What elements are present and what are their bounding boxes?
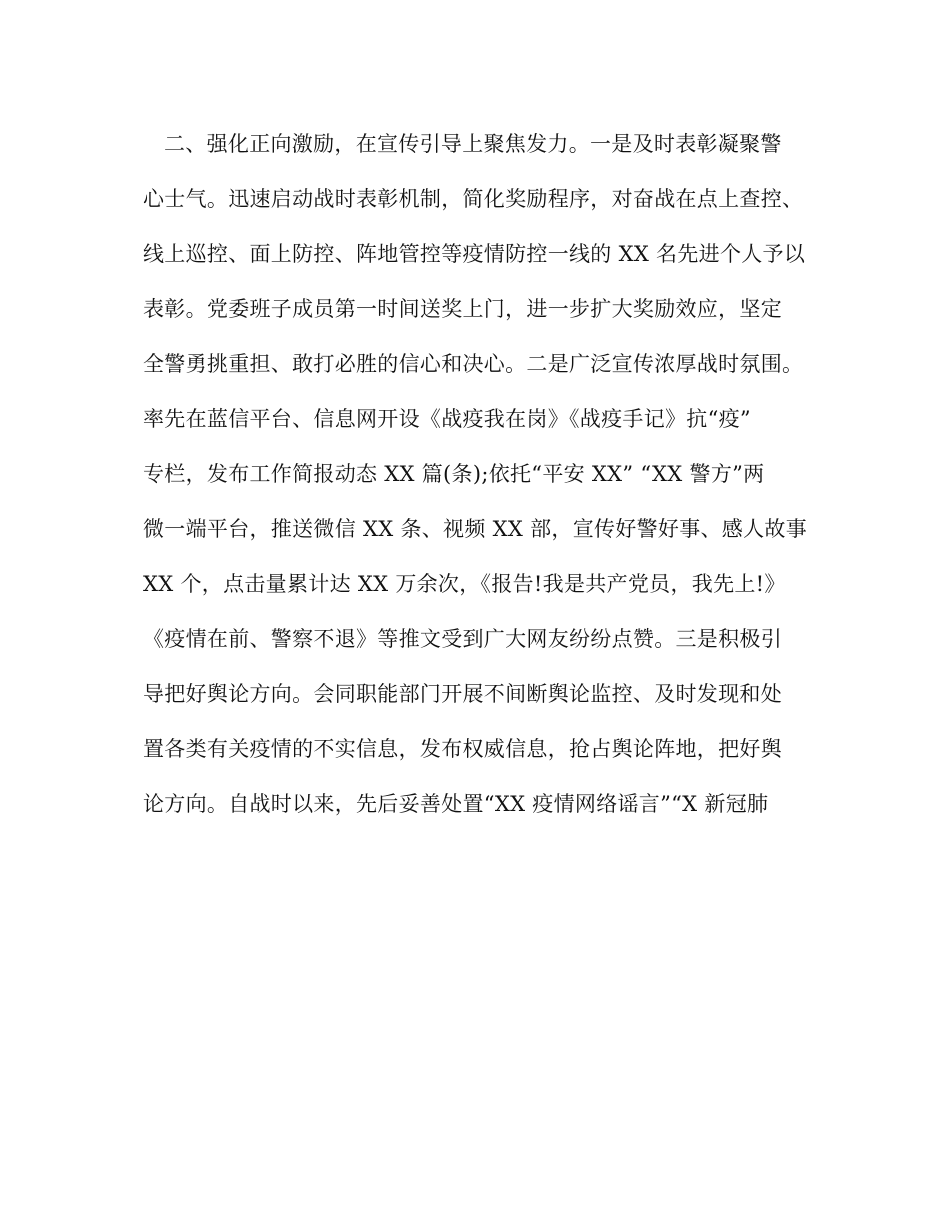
text-line: 心士气。迅速启动战时表彰机制，简化奖励程序，对奋战在点上查控、 bbox=[143, 187, 804, 211]
text-line: 微一端平台，推送微信 XX 条、视频 XX 部，宣传好警好事、感人故事 bbox=[143, 517, 807, 541]
text-line: 专栏，发布工作简报动态 XX 篇(条);依托“平安 XX” “XX 警方”两 bbox=[143, 462, 765, 486]
text-line: 线上巡控、面上防控、阵地管控等疫情防控一线的 XX 名先进个人予以 bbox=[143, 242, 806, 266]
text-line: 表彰。党委班子成员第一时间送奖上门，进一步扩大奖励效应，坚定 bbox=[143, 297, 782, 321]
text-line: 全警勇挑重担、敢打必胜的信心和决心。二是广泛宣传浓厚战时氛围。 bbox=[143, 352, 804, 376]
text-line: 《疫情在前、警察不退》等推文受到广大网友纷纷点赞。三是积极引 bbox=[143, 627, 782, 651]
text-line: 置各类有关疫情的不实信息，发布权威信息，抢占舆论阵地，把好舆 bbox=[143, 737, 782, 761]
text-line: 论方向。自战时以来，先后妥善处置“XX 疫情网络谣言”“X 新冠肺 bbox=[143, 792, 769, 816]
text-line: XX 个，点击量累计达 XX 万余次，《报告!我是共产党员，我先上!》 bbox=[143, 572, 786, 596]
body-paragraph bbox=[143, 124, 843, 839]
text-line: 导把好舆论方向。会同职能部门开展不间断舆论监控、及时发现和处 bbox=[143, 682, 782, 706]
text-line: 率先在蓝信平台、信息网开设《战疫我在岗》《战疫手记》抗“疫” bbox=[143, 407, 751, 431]
text-line: 二、强化正向激励，在宣传引导上聚焦发力。一是及时表彰凝聚警 bbox=[164, 132, 782, 156]
